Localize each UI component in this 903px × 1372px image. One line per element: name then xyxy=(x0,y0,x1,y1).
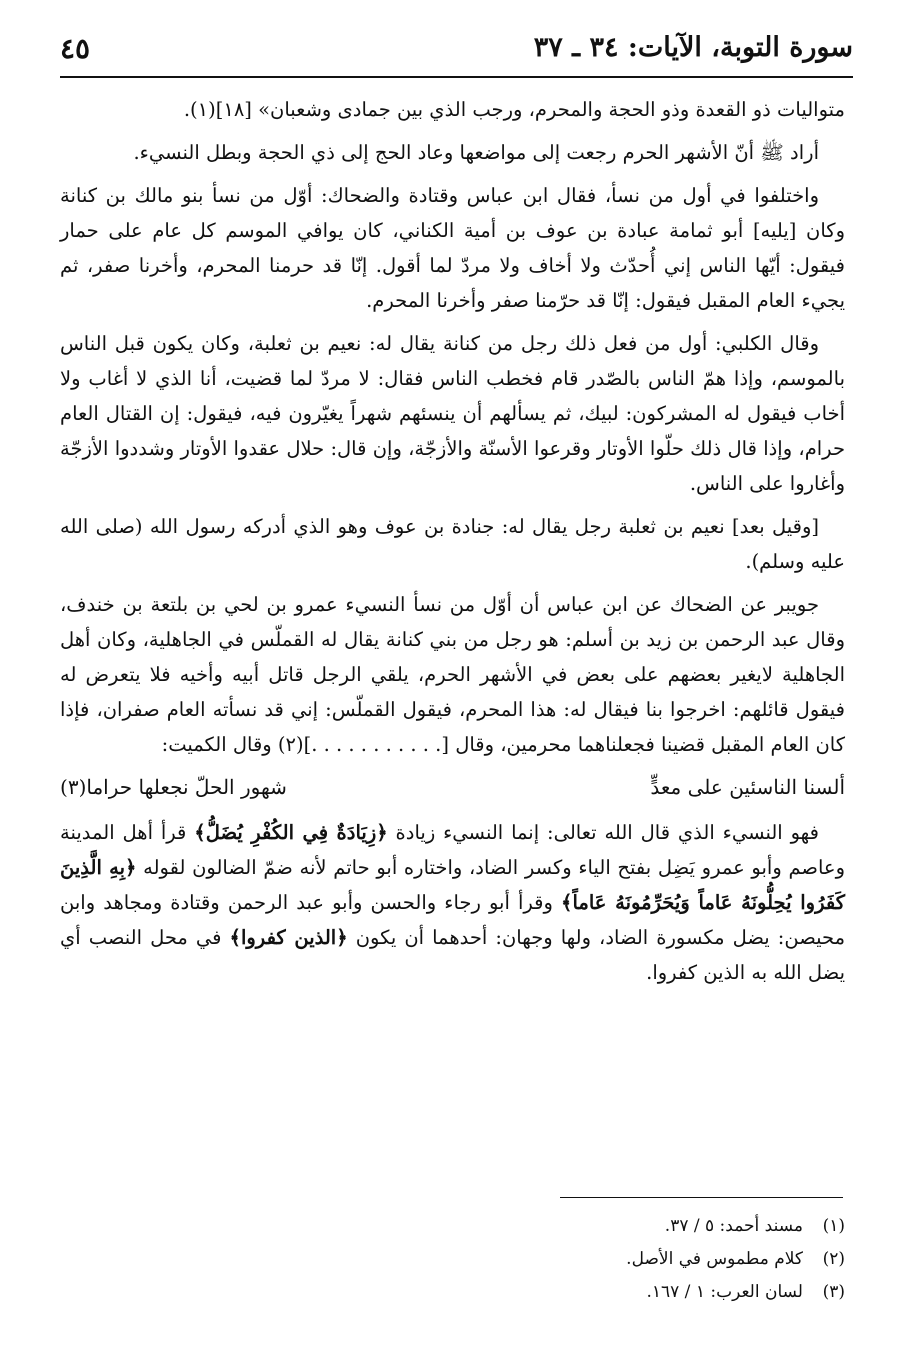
footnote xyxy=(60,1243,845,1276)
page-number: ٤٥ xyxy=(60,32,91,65)
text-run: فهو النسيء الذي قال الله تعالى: إنما النسيء زيادة xyxy=(387,821,819,844)
footnote-text: كلام مطموس في الأصل. xyxy=(626,1249,803,1269)
paragraph: جويبر عن الضحاك عن ابن عباس أن أوّل من نسأ النسيء عمرو بن لحي بن بلتعة بن خندف، وقال عبد الرحمن بن زيد بن أسلم: هو رجل من بني كنانة يقال له القملّس في الجاهلية، وكان أهل الجاهلية لايغير بعضهم على بعض في الأشهر الحرم، يلقي الرجل قاتل أبيه وأخيه فلا يتعرض له فيقول قائلهم: اخرجوا بنا فيقال له: هذا المحرم، فيقول القملّس: إني قد نسأته العام صفران، فإذا كان العام المقبل قضينا فجعلناهما محرمين، وقال [. . . . . . . . . . .](٢) وقال الكميت: xyxy=(60,593,845,756)
verse-second-hemistich: شهور الحلّ نجعلها حراما(٣) xyxy=(60,775,287,799)
paragraph: واختلفوا في أول من نسأ، فقال ابن عباس وقتادة والضحاك: أوّل من نسأ بنو مالك بن كنانة وكان [يليه] أبو ثمامة عبادة بن عوف بن أمية الكناني، كان يوافي الموسم كل عام على حمار فيقول: أيّها الناس إني أُحدّث ولا أخاف ولا مردّ لما أقول. إنّا قد حرمنا المحرم، وأخرنا صفر، ثم يجيء العام المقبل فيقول: إنّا قد حرّمنا صفر وأخرنا المحرم. xyxy=(60,184,845,312)
footnote-number: (٢) xyxy=(822,1249,845,1269)
footnote-text: مسند أحمد: ٥ / ٣٧. xyxy=(664,1216,803,1236)
quran-quote: ﴿زِيَادَةٌ فِي الكُفْرِ يُضَلُّ﴾ xyxy=(194,821,388,844)
page-header xyxy=(60,30,853,80)
footnote-rule xyxy=(560,1197,843,1198)
verse-first-hemistich: ألسنا الناسئين على معدٍّ xyxy=(650,775,845,799)
paragraph: [وقيل بعد] نعيم بن ثعلبة رجل يقال له: جنادة بن عوف وهو الذي أدركه رسول الله (صلى الله عليه وسلم). xyxy=(60,515,845,573)
poetry-verse xyxy=(60,770,845,805)
quran-quote: ﴿الذين كفروا﴾ xyxy=(229,926,348,949)
header-rule xyxy=(60,76,853,78)
paragraph: وقال الكلبي: أول من فعل ذلك رجل من كنانة يقال له: نعيم بن ثعلبة، وكان يكون قبل الناس بالموسم، وإذا همّ الناس بالصّدر قام فخطب الناس فقال: لا مردّ لما قضيت، أنا الذي لا أغاب ولا أخاب فيقول له المشركون: لبيك، ثم يسألهم أن ينسئهم شهراً يغيّرون فيه، فيقول: إن القتال العام حرام، وإذا قال ذلك حلّوا الأوتار وقرعوا الأسنّة والأزجّة، وإن قال: حلال عقدوا الأوتار وشددوا الأزجّة وأغاروا على الناس. xyxy=(60,332,845,495)
footnote-number: (٣) xyxy=(822,1282,845,1302)
footnote-text: لسان العرب: ١ / ١٦٧. xyxy=(646,1282,803,1302)
paragraph: متواليات ذو القعدة وذو الحجة والمحرم، ورجب الذي بين جمادى وشعبان» [١٨](١). xyxy=(183,98,845,121)
text-run: قرأ أهل المدينة وعاصم وأبو عمرو يَضِل بفتح الياء وكسر الضاد، واختاره أبو حاتم لأنه ضمّ الضالون لقوله xyxy=(60,821,845,879)
paragraph: أراد ﷺ أنّ الأشهر الحرم رجعت إلى مواضعها وعاد الحج إلى ذي الحجة وبطل النسيء. xyxy=(133,141,819,164)
footnotes xyxy=(60,1210,845,1309)
text-run: في محل النصب أي يضل الله به الذين كفروا. xyxy=(60,926,845,984)
paragraph-last xyxy=(60,815,845,990)
running-title: سورة التوبة، الآيات: ٣٤ ـ ٣٧ xyxy=(533,32,853,63)
main-text xyxy=(60,92,845,998)
footnote xyxy=(60,1276,845,1309)
footnote-number: (١) xyxy=(822,1216,845,1236)
footnote xyxy=(60,1210,845,1243)
text-run: وقرأ أبو رجاء والحسن وأبو عبد الرحمن وقتادة ومجاهد وابن محيصن: يضل مكسورة الضاد، ولها وجهان: أحدهما أن يكون xyxy=(60,891,846,949)
quran-quote: ﴿بِهِ الَّذِينَ كَفَرُوا يُحِلُّونَهُ عَاماً وَيُحَرِّمُونَهُ عَاماً﴾ xyxy=(60,856,845,914)
